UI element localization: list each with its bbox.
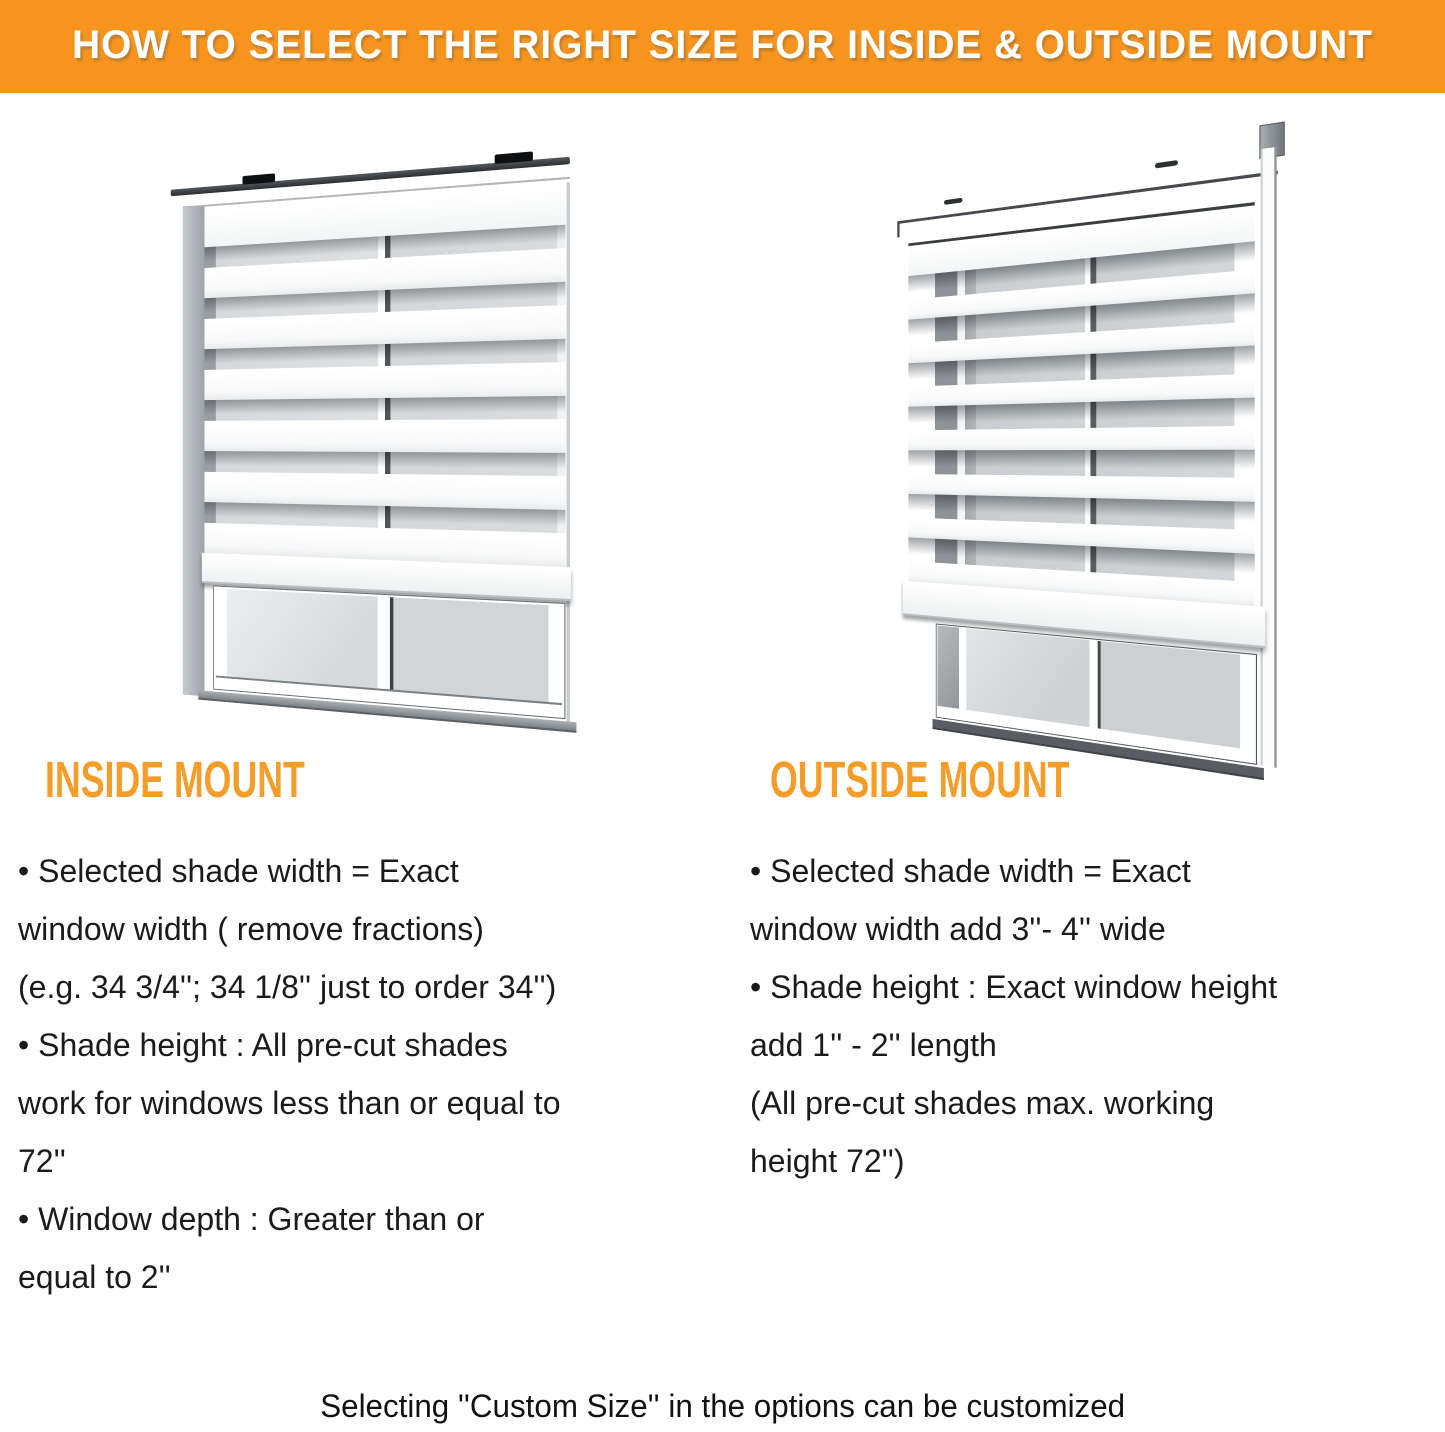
text-line: equal to 2'' — [18, 1259, 171, 1295]
fabric-band — [204, 362, 565, 400]
text-line: • Selected shade width = Exact — [18, 853, 459, 889]
inside-mount-heading: INSIDE MOUNT — [45, 751, 305, 808]
banner-title: HOW TO SELECT THE RIGHT SIZE FOR INSIDE & OUTSIDE MOUNT — [72, 23, 1373, 67]
footer-note: Selecting ''Custom Size'' in the options can be customized — [320, 1388, 1125, 1424]
mount-clip-icon — [495, 151, 533, 164]
screw-icon — [944, 198, 962, 205]
window-glass — [216, 588, 562, 705]
wall-mount-line-end — [897, 221, 899, 238]
inside-mount-text — [18, 842, 560, 1306]
zebra-shade — [204, 185, 565, 599]
text-line: (All pre-cut shades max. working — [750, 1085, 1215, 1121]
window-frame-right-edge — [567, 182, 570, 727]
text-line: height 72'') — [750, 1143, 905, 1179]
text-line: add 1'' - 2'' length — [750, 1027, 997, 1063]
outside-mount-illustration — [877, 103, 1357, 803]
text-line: • Shade height : Exact window height — [750, 969, 1278, 1005]
banner — [0, 0, 1445, 95]
fabric-band — [908, 426, 1254, 451]
text-line: (e.g. 34 3/4''; 34 1/8'' just to order 34'') — [18, 969, 557, 1005]
screw-icon — [1155, 160, 1178, 168]
outside-mount-heading: OUTSIDE MOUNT — [770, 751, 1070, 808]
sheer-band — [204, 396, 565, 421]
text-line: work for windows less than or equal to — [18, 1085, 561, 1121]
fabric-band — [204, 419, 565, 453]
outside-mount-text — [750, 842, 1277, 1190]
inside-mount-illustration — [166, 125, 640, 746]
mount-clip-icon — [243, 173, 276, 184]
footer-note-row — [0, 1388, 1445, 1425]
text-line: window width ( remove fractions) — [18, 911, 484, 947]
text-line: • Shade height : All pre-cut shades — [18, 1027, 508, 1063]
zebra-shade — [908, 202, 1254, 647]
window-jamb-left — [183, 206, 205, 697]
text-line: • Selected shade width = Exact — [750, 853, 1191, 889]
text-line: window width add 3''- 4'' wide — [750, 911, 1166, 947]
window-frame-right-strip — [1260, 147, 1276, 768]
text-line: 72'' — [18, 1143, 66, 1179]
text-line: • Window depth : Greater than or — [18, 1201, 485, 1237]
